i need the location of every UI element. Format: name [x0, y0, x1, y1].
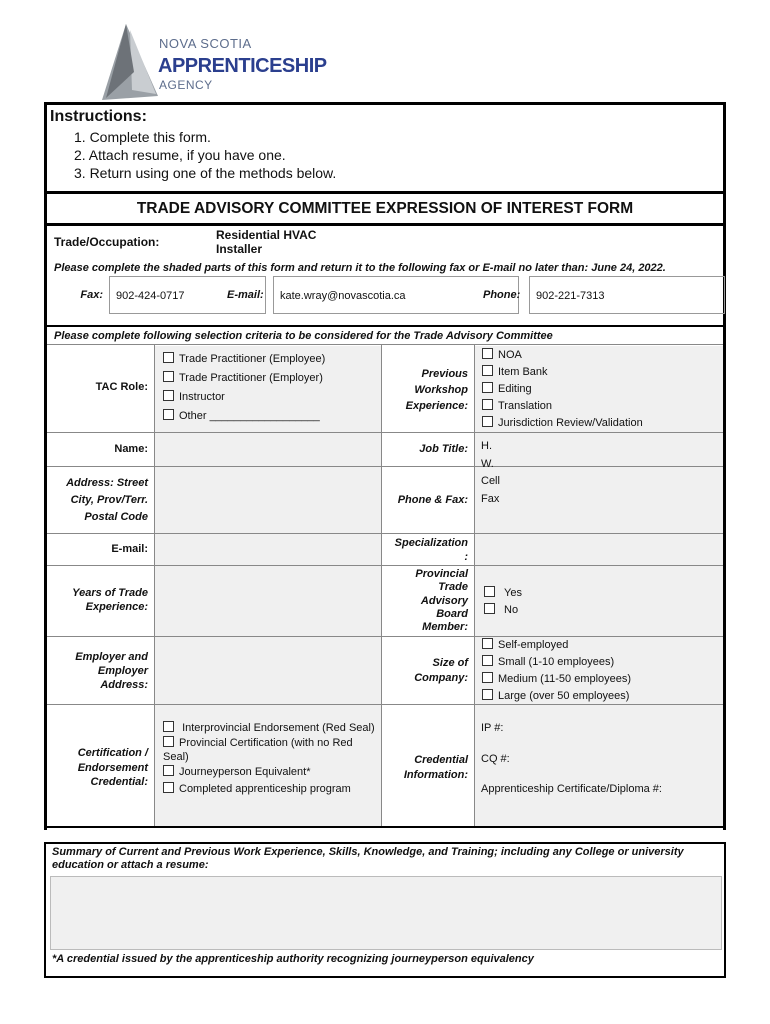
ptab-option-label: No [504, 604, 519, 616]
checkbox-icon[interactable] [482, 382, 493, 393]
phone-fax-input[interactable] [475, 467, 723, 533]
address-label-line: City, Prov/Terr. [70, 494, 148, 506]
certification-label-line: Endorsement [77, 761, 148, 774]
phone-fax-line: Cell [481, 475, 500, 487]
fax-label: Fax: [80, 289, 103, 301]
specialization-label [384, 536, 468, 564]
employer-label-line: Employer and [75, 651, 148, 663]
cq-number-label: CQ #: [481, 753, 510, 765]
specialization-input[interactable] [475, 534, 723, 565]
workshop-label-line: Previous [421, 368, 468, 380]
address-label [50, 475, 148, 526]
checkbox-icon[interactable] [163, 352, 174, 363]
tac-role-options [163, 350, 325, 426]
checkbox-icon[interactable] [482, 689, 493, 700]
sail-logo-icon [96, 22, 160, 102]
workshop-label-line: Workshop [414, 384, 468, 396]
checkbox-icon[interactable] [482, 655, 493, 666]
employer-label [50, 650, 148, 692]
summary-input[interactable] [50, 876, 722, 950]
checkbox-icon[interactable] [482, 638, 493, 649]
credential-info-label-line: Information: [403, 768, 468, 781]
checkbox-icon[interactable] [482, 399, 493, 410]
tac-option[interactable] [163, 388, 325, 407]
certification-option[interactable] [163, 765, 375, 780]
ptab-option[interactable] [484, 585, 522, 602]
certification-option-label: Journeyperson Equivalent* [179, 765, 311, 778]
years-label-line: Experience: [85, 601, 148, 613]
checkbox-icon[interactable] [482, 416, 493, 427]
tac-option[interactable] [163, 407, 325, 426]
instructions-list [74, 128, 336, 182]
address-input[interactable] [155, 467, 381, 533]
criteria-header: Please complete following selection criteria to be considered for the Trade Advisory Committee [54, 330, 553, 342]
workshop-option[interactable] [482, 398, 643, 415]
apprenticeship-number-label: Apprenticeship Certificate/Diploma #: [481, 783, 662, 795]
years-label-line: Years of Trade [72, 587, 148, 599]
certification-label-line: Credential: [90, 776, 148, 788]
email-label: E-mail: [227, 289, 264, 301]
workshop-option[interactable] [482, 381, 643, 398]
ptab-label-line: Trade [438, 581, 468, 594]
company-size-option-label: Medium (11-50 employees) [498, 673, 632, 685]
checkbox-icon[interactable] [163, 782, 174, 793]
instructions-heading: Instructions: [50, 108, 147, 125]
credential-info-label-line: Credential [414, 754, 468, 766]
checkbox-icon[interactable] [482, 672, 493, 683]
tac-role-label: TAC Role: [95, 381, 148, 393]
name-input[interactable] [155, 433, 381, 466]
tac-option[interactable] [163, 369, 325, 388]
ip-number-label: IP #: [481, 722, 504, 734]
workshop-option[interactable] [482, 415, 643, 432]
company-size-options [482, 637, 631, 705]
specialization-label-line: : [464, 551, 468, 563]
years-label [50, 586, 148, 614]
checkbox-icon[interactable] [163, 371, 174, 382]
tac-option-label: Instructor [179, 391, 225, 403]
phone-value-box [529, 276, 725, 314]
instruction-item: 1. Complete this form. [74, 129, 211, 145]
certification-option-label: Provincial Certification (with no Red Seal) [163, 736, 353, 763]
workshop-label-line: Experience: [405, 400, 468, 412]
credential-info-area[interactable] [475, 705, 723, 826]
trade-value [216, 228, 316, 256]
specialization-label-line: Specialization [394, 537, 468, 549]
ptab-label-line: Board [436, 607, 468, 620]
company-size-label-line: Company: [414, 672, 468, 684]
address-label-line: Postal Code [84, 511, 148, 523]
employer-label-line: Address: [100, 679, 148, 691]
fax-value: 902-424-0717 [116, 290, 185, 302]
logo-line-2: APPRENTICESHIP [158, 55, 327, 77]
checkbox-icon[interactable] [484, 586, 495, 597]
ptab-label-line: Provincial [415, 568, 468, 580]
checkbox-icon[interactable] [484, 603, 495, 614]
checkbox-icon[interactable] [163, 409, 174, 420]
employer-label-line: Employer [97, 665, 148, 677]
phone-label: Phone: [483, 289, 521, 301]
ptab-label-line: Advisory [420, 594, 468, 607]
company-size-option-label: Large (over 50 employees) [498, 690, 630, 702]
job-title-label: Job Title: [419, 443, 468, 455]
tac-option-label: Trade Practitioner (Employer) [179, 372, 323, 384]
workshop-option-label: NOA [498, 349, 522, 361]
certification-option[interactable] [163, 782, 375, 797]
ptab-options [484, 585, 522, 619]
workshop-option-label: Item Bank [498, 366, 548, 378]
company-size-option-label: Small (1-10 employees) [498, 656, 615, 668]
company-size-option[interactable] [482, 688, 631, 705]
workshop-option-label: Editing [498, 383, 532, 395]
phone-value: 902-221-7313 [536, 290, 605, 302]
email-row-label: E-mail: [111, 543, 148, 555]
form-title: TRADE ADVISORY COMMITTEE EXPRESSION OF INTEREST FORM [136, 200, 634, 217]
address-label-line: Address: Street [66, 477, 148, 489]
years-experience-input[interactable] [155, 566, 381, 636]
checkbox-icon[interactable] [163, 390, 174, 401]
ptab-label-line: Member: [422, 621, 468, 634]
company-size-option[interactable] [482, 654, 631, 671]
workshop-option[interactable] [482, 364, 643, 381]
company-size-label-line: Size of [432, 657, 468, 669]
summary-label: Summary of Current and Previous Work Experience, Skills, Knowledge, and Training; including any College or university education or attach a resume: [52, 846, 684, 871]
certification-option[interactable] [163, 736, 375, 765]
certification-option-label: Completed apprenticeship program [179, 783, 351, 795]
checkbox-icon[interactable] [163, 736, 174, 747]
phone-fax-label: Phone & Fax: [397, 494, 468, 506]
logo-line-3: AGENCY [159, 78, 213, 92]
credential-info-label [384, 753, 468, 782]
ptab-option-label: Yes [504, 587, 522, 599]
trade-label: Trade/Occupation: [54, 235, 160, 249]
job-title-input[interactable] [475, 433, 723, 466]
workshop-option-label: Jurisdiction Review/Validation [498, 417, 643, 429]
company-size-option[interactable] [482, 671, 631, 688]
employer-input[interactable] [155, 637, 381, 704]
phone-fax-line: H. [481, 440, 492, 452]
agency-logo [96, 22, 326, 102]
instruction-item: 2. Attach resume, if you have one. [74, 147, 286, 163]
tac-option[interactable] [163, 350, 325, 369]
certification-option-label: Interprovincial Endorsement (Red Seal) [182, 722, 375, 734]
company-size-option-label: Self-employed [498, 639, 569, 651]
phone-fax-line: W. [481, 457, 494, 470]
workshop-options [482, 347, 643, 432]
company-size-label [384, 656, 468, 686]
workshop-option[interactable] [482, 347, 643, 364]
tac-option-label: Other __________________ [179, 410, 320, 422]
email-value: kate.wray@novascotia.ca [280, 290, 406, 302]
name-label: Name: [114, 443, 148, 455]
instruction-item: 3. Return using one of the methods below. [74, 165, 337, 181]
checkbox-icon[interactable] [482, 365, 493, 376]
ptab-label [384, 568, 468, 634]
checkbox-icon[interactable] [163, 765, 174, 776]
footnote: *A credential issued by the apprenticeship authority recognizing journeyperson equivalency [52, 953, 534, 965]
logo-line-1: NOVA SCOTIA [159, 36, 252, 51]
certification-option[interactable] [163, 721, 375, 736]
workshop-label [384, 366, 468, 414]
certification-options [163, 721, 375, 797]
checkbox-icon[interactable] [482, 348, 493, 359]
email-input[interactable] [155, 534, 381, 565]
workshop-option-label: Translation [498, 400, 553, 412]
company-size-option[interactable] [482, 637, 631, 654]
checkbox-icon[interactable] [163, 721, 174, 732]
phone-fax-lines [481, 438, 500, 508]
certification-label [50, 746, 148, 790]
phone-fax-line: Fax [481, 492, 500, 505]
tac-option-label: Trade Practitioner (Employee) [179, 353, 326, 365]
notice-text: Please complete the shaded parts of this form and return it to the following fax or E-mail no later than: June 24, 2022. [54, 262, 666, 274]
trade-value-line: Residential HVAC [216, 228, 317, 242]
certification-label-line: Certification / [77, 747, 148, 759]
contact-row [47, 276, 723, 314]
trade-value-line: Installer [216, 242, 263, 256]
ptab-option[interactable] [484, 602, 522, 619]
